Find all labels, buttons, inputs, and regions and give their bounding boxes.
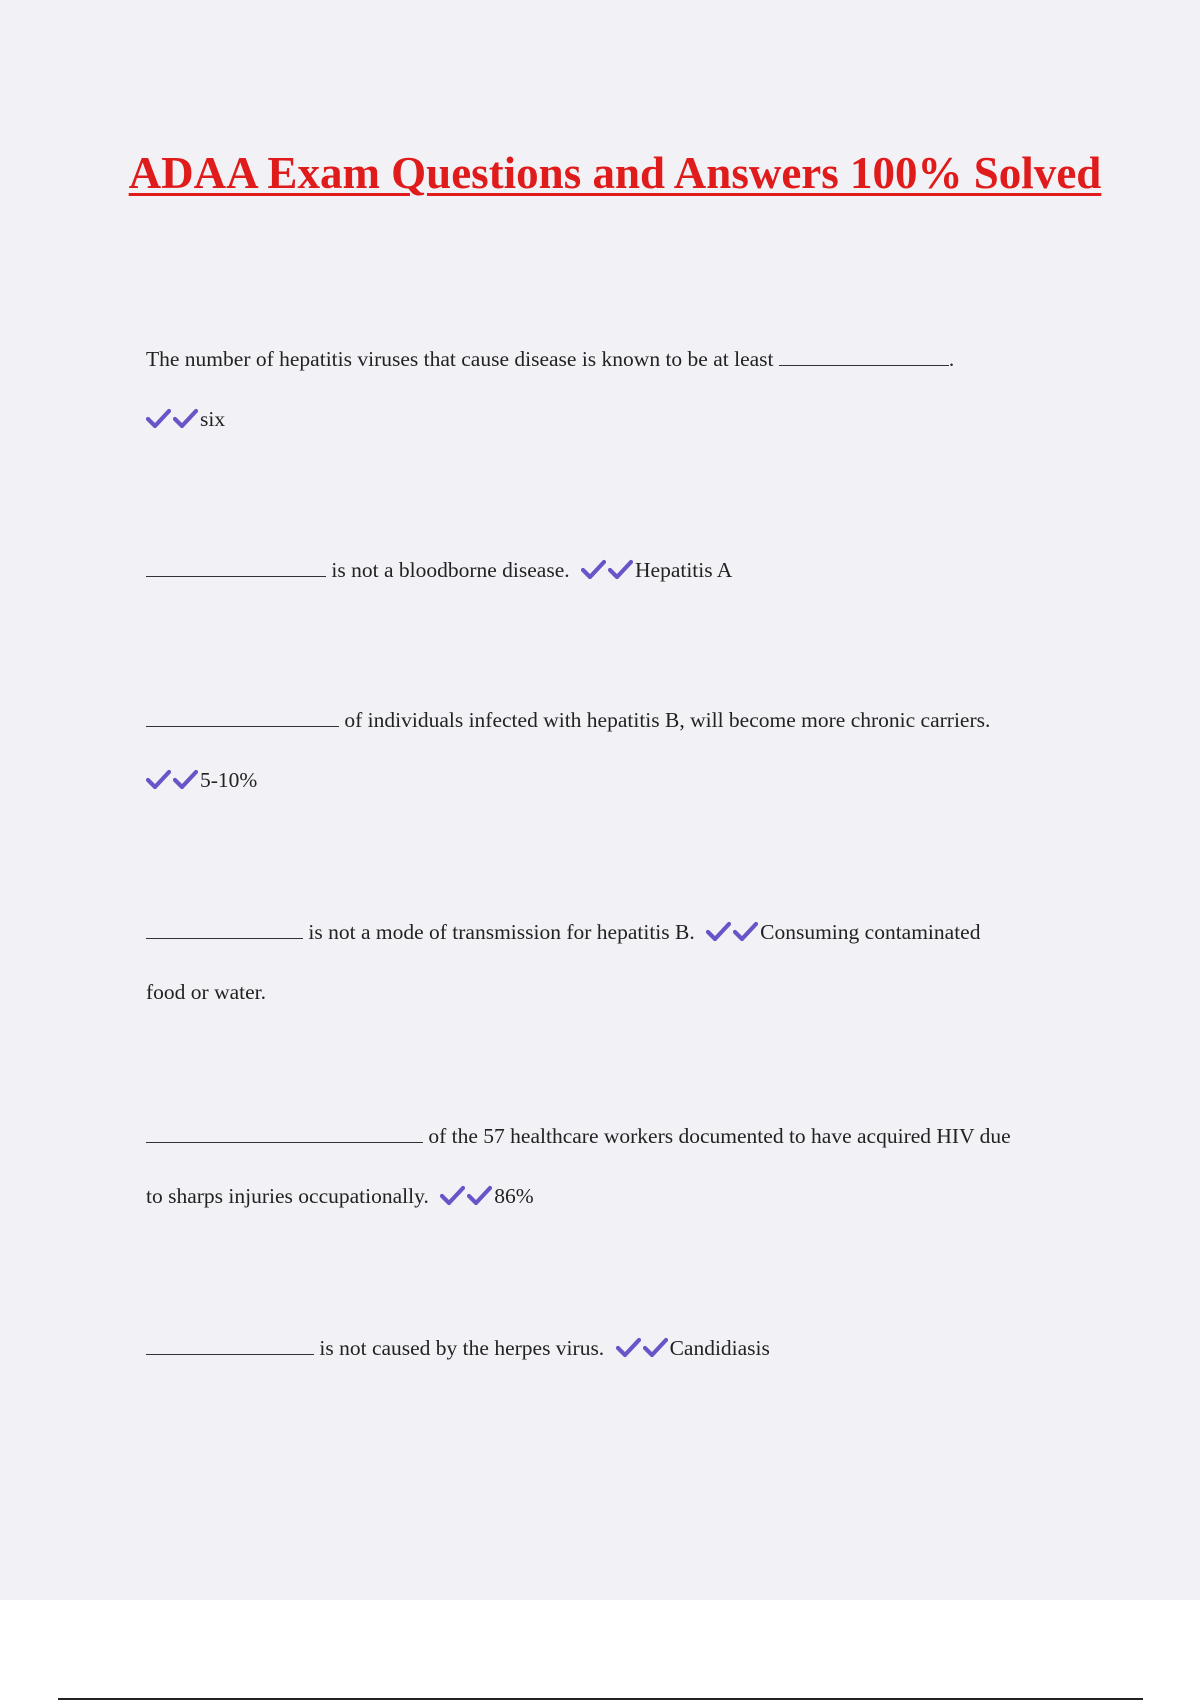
check-icon (146, 768, 173, 790)
question-2-text: is not a bloodborne disease. (331, 558, 570, 582)
answer-1 (146, 404, 225, 434)
question-1-trailing: . (948, 347, 955, 371)
answer-blank (146, 917, 303, 939)
question-5-text: of the 57 healthcare workers documented to have acquired HIV due (428, 1124, 1011, 1148)
question-1-text: The number of hepatitis viruses that cause disease is known to be at least (146, 347, 774, 371)
answer-blank (146, 705, 339, 727)
answer-3-text: 5-10% (200, 768, 258, 792)
document-title: ADAA Exam Questions and Answers 100% Solved (128, 148, 1102, 198)
question-3-text: of individuals infected with hepatitis B, will become more chronic carriers. (344, 708, 991, 732)
answer-3 (146, 765, 257, 795)
check-icon (146, 407, 173, 429)
question-4 (146, 917, 980, 947)
answer-blank (146, 555, 326, 577)
check-icon (643, 1336, 670, 1358)
answer-5-text: 86% (494, 1184, 534, 1208)
question-2 (146, 555, 732, 585)
question-1 (146, 344, 954, 374)
answer-blank (779, 344, 949, 366)
check-icon (173, 768, 200, 790)
question-6-text: is not caused by the herpes virus. (319, 1336, 605, 1360)
question-5-continued (146, 1181, 534, 1211)
check-icon (581, 558, 608, 580)
answer-blank (146, 1121, 423, 1143)
question-3 (146, 705, 990, 735)
question-6 (146, 1333, 770, 1363)
check-icon (706, 920, 733, 942)
question-5 (146, 1121, 1011, 1151)
answer-4-text: Consuming contaminated (760, 920, 981, 944)
answer-4-continued (146, 977, 266, 1007)
question-5-text-continued: to sharps injuries occupationally. (146, 1184, 429, 1208)
question-4-text: is not a mode of transmission for hepatitis B. (308, 920, 695, 944)
answer-blank (146, 1333, 314, 1355)
answer-1-text: six (200, 407, 226, 431)
check-icon (608, 558, 635, 580)
answer-2-text: Hepatitis A (635, 558, 733, 582)
check-icon (440, 1184, 467, 1206)
check-icon (467, 1184, 494, 1206)
answer-6-text: Candidiasis (669, 1336, 770, 1360)
check-icon (733, 920, 760, 942)
check-icon (173, 407, 200, 429)
check-icon (616, 1336, 643, 1358)
answer-4-text-continued: food or water. (146, 980, 267, 1004)
